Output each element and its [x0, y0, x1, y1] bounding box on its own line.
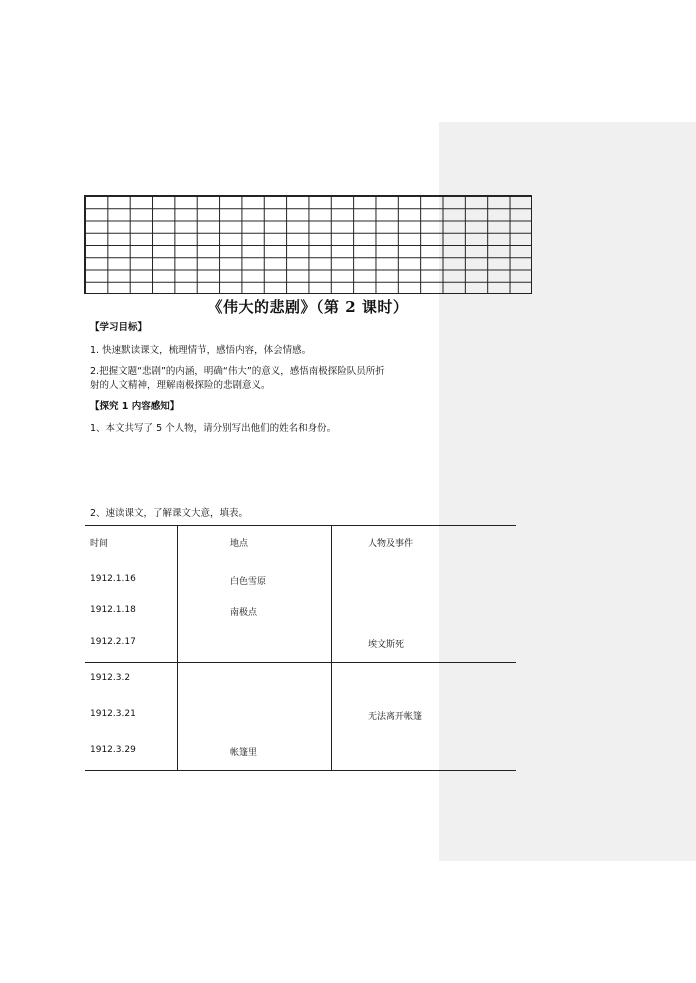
table-top-rule — [85, 525, 516, 526]
table-divider-1 — [177, 525, 178, 770]
row-5-time: 1912.3.21 — [90, 709, 136, 719]
table-middle-rule — [85, 662, 516, 663]
objective-item-1: 1. 快速默读课文，梳理情节，感悟内容，体会情感。 — [90, 345, 312, 356]
row-2-place: 南极点 — [230, 608, 258, 618]
table-divider-2 — [331, 525, 332, 770]
row-2-time: 1912.1.18 — [90, 605, 136, 615]
row-3-time: 1912.2.17 — [90, 637, 136, 647]
header-time: 时间 — [90, 539, 109, 549]
explore-question-1: 1、本文共写了 5 个人物，请分别写出他们的姓名和身份。 — [90, 423, 337, 434]
writing-grid — [84, 195, 532, 294]
page-title: 《伟大的悲剧》（第 2 课时） — [207, 298, 409, 316]
explore-question-2: 2、速读课文，了解课文大意，填表。 — [90, 508, 249, 519]
row-1-time: 1912.1.16 — [90, 574, 136, 584]
objective-item-2-line-2: 射的人文精神，理解南极探险的悲剧意义。 — [90, 380, 271, 391]
row-6-place: 帐篷里 — [230, 748, 258, 758]
row-4-time: 1912.3.2 — [90, 673, 131, 683]
row-6-time: 1912.3.29 — [90, 745, 136, 755]
row-3-people: 埃文斯死 — [368, 640, 405, 650]
row-5-people: 无法离开帐篷 — [368, 712, 423, 722]
objectives-heading: 【学习目标】 — [90, 322, 148, 333]
explore-heading: 【探究 1 内容感知】 — [90, 401, 180, 412]
table-bottom-rule — [85, 770, 516, 771]
row-1-place: 白色雪原 — [230, 577, 267, 587]
header-place: 地点 — [230, 539, 249, 549]
header-people-events: 人物及事件 — [368, 539, 414, 549]
objective-item-2-line-1: 2.把握文题“悲剧”的内涵，明确“伟大”的意义，感悟南极探险队员所折 — [90, 366, 385, 377]
